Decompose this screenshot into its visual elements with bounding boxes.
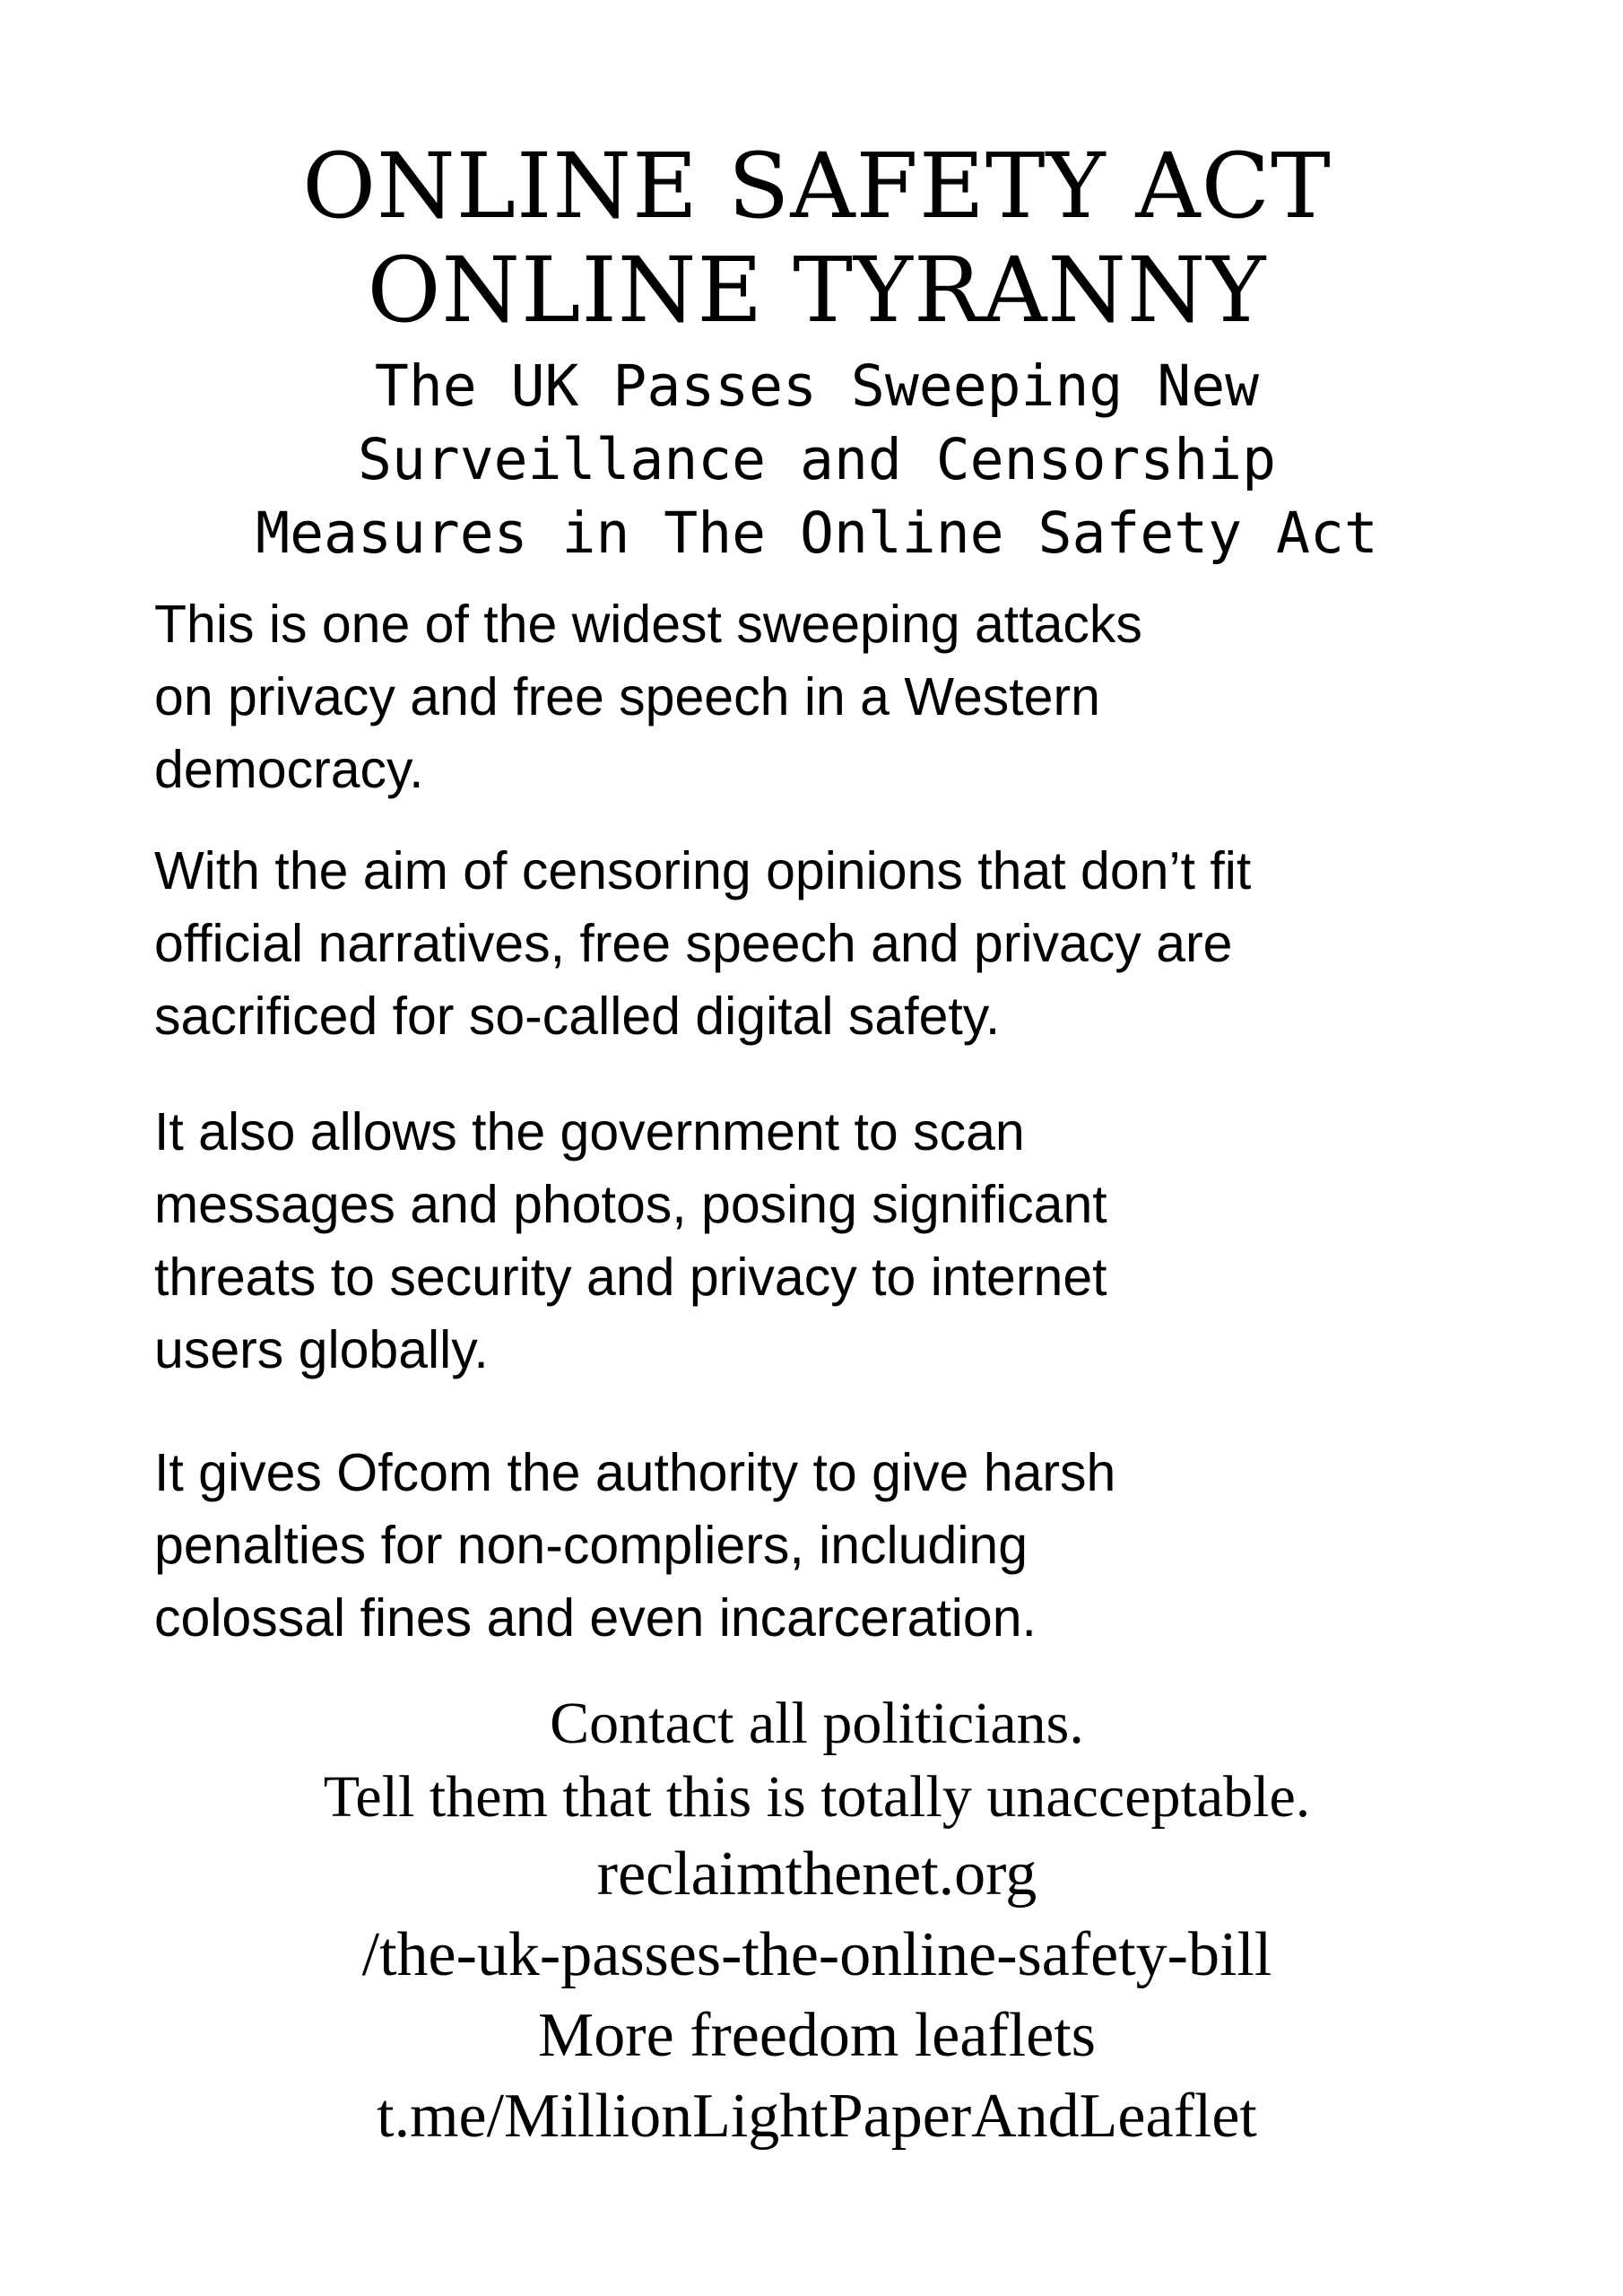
leaflet-title [154,135,1480,343]
paragraph-line: It also allows the government to scan [154,1102,1025,1161]
more-leaflets-label: More freedom leaflets [538,2001,1096,2070]
paragraph-line: This is one of the widest sweeping attacks [154,595,1142,654]
paragraph-line: messages and photos, posing significant [154,1175,1107,1234]
call-to-action-contact: Contact all politicians. [550,1691,1084,1756]
telegram-link[interactable]: t.me/MillionLightPaperAndLeaflet [377,2082,1257,2151]
paragraph-scanning [154,1096,1480,1387]
paragraph-line: With the aim of censoring opinions that don’t fit [154,841,1252,900]
source-link-domain[interactable]: reclaimthenet.org [596,1839,1037,1909]
title-line: ONLINE TYRANNY [367,238,1267,343]
call-to-action-tell: Tell them that this is totally unacceptable. [323,1764,1311,1830]
title-line: ONLINE SAFETY ACT [302,134,1332,239]
paragraph-line: penalties for non-compliers, including [154,1516,1028,1575]
source-link-path[interactable]: /the-uk-passes-the-online-safety-bill [361,1920,1272,1989]
paragraph-line: democracy. [154,740,424,799]
subtitle-line: Measures in The Online Safety Act [256,500,1378,566]
paragraph-line: on privacy and free speech in a Western [154,667,1100,726]
leaflet-subtitle [154,350,1480,570]
paragraph-line: sacrificed for so-called digital safety. [154,987,1001,1046]
paragraph-privacy-attack [154,588,1480,806]
paragraph-censorship [154,835,1480,1053]
closing-section [154,1687,1480,2157]
paragraph-line: It gives Ofcom the authority to give harsh [154,1443,1116,1502]
paragraph-line: official narratives, free speech and privacy are [154,914,1233,973]
paragraph-line: threats to security and privacy to internet [154,1248,1107,1307]
paragraph-line: colossal fines and even incarceration. [154,1588,1037,1648]
paragraph-ofcom-penalties [154,1437,1480,1655]
subtitle-line: Surveillance and Censorship [357,427,1277,492]
subtitle-line: The UK Passes Sweeping New [374,353,1260,419]
paragraph-line: users globally. [154,1320,489,1379]
